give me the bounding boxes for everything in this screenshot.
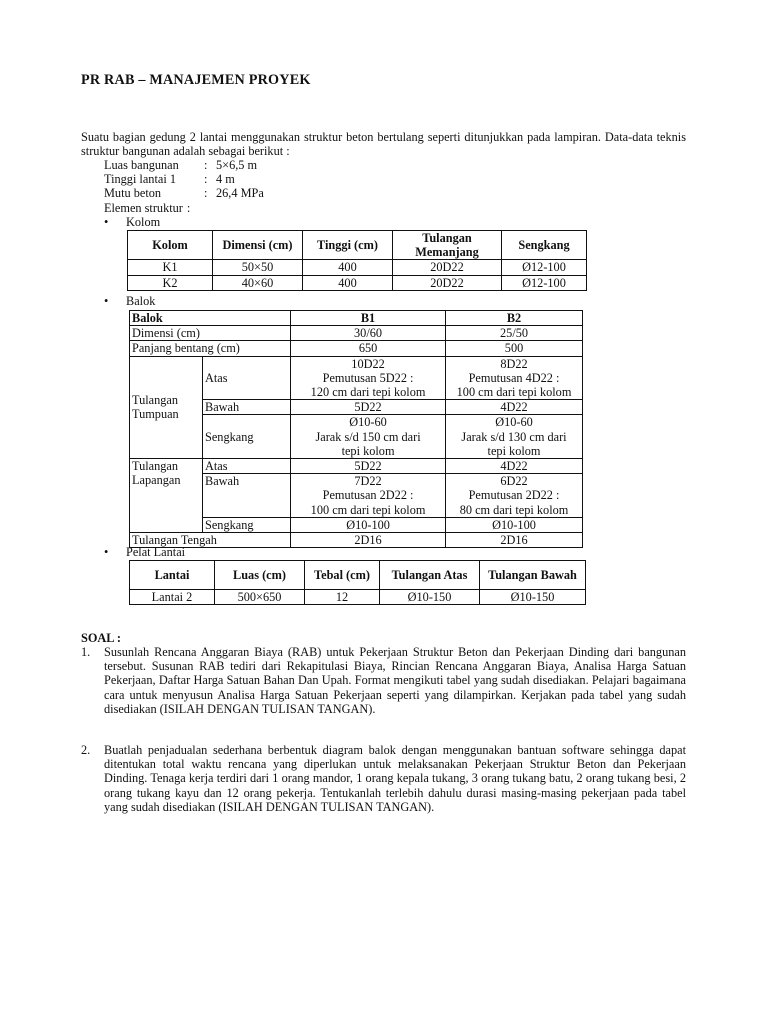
cell-line: Ø10-60 xyxy=(349,415,387,430)
table-cell: 50×50 xyxy=(213,260,303,275)
cell-line: 100 cm dari tepi kolom xyxy=(456,385,572,400)
cell-line: tepi kolom xyxy=(341,443,395,458)
row-label: Atas xyxy=(203,356,291,400)
spec-value: 26,4 MPa xyxy=(216,186,264,201)
table-cell xyxy=(446,356,583,400)
table-cell: 500 xyxy=(446,341,583,356)
cell-line: Pemutusan 2D22 : xyxy=(468,488,560,503)
question-item xyxy=(81,645,686,716)
spec-item xyxy=(104,201,264,215)
spec-label: Elemen struktur xyxy=(104,200,183,215)
table-cell: Ø12-100 xyxy=(502,275,587,290)
row-label: Bawah xyxy=(203,474,291,518)
table-cell: 5D22 xyxy=(291,459,446,474)
question-text: Susunlah Rencana Anggaran Biaya (RAB) untuk Pekerjaan Struktur Beton dan Pekerjaan Dinding dari bangunan tersebut. Susunan RAB tediri dari Rekapitulasi Biaya, Rincian Rencana Anggaran Biaya, Analisa Harga Satuan Pekerjaan, Daftar Harga Satuan Bahan Dan Upah. Format mengikuti tabel yang sudah disediakan. Pelajari bagaimana cara untuk menyusun Analisa Harga Satuan Pekerjaan seperti yang dilampirkan. Kerjakan pada tabel yang sudah disediakan (ISILAH DENGAN TULISAN TANGAN). xyxy=(104,645,686,716)
table-cell: Ø12-100 xyxy=(502,260,587,275)
table-row xyxy=(130,356,583,400)
spec-sep: : xyxy=(204,172,208,187)
question-number: 1. xyxy=(81,645,91,659)
table-cell: 500×650 xyxy=(215,590,305,605)
table-cell xyxy=(291,415,446,459)
table-header: Kolom xyxy=(128,231,213,260)
intro-paragraph: Suatu bagian gedung 2 lantai menggunakan struktur beton bertulang seperti ditunjukkan pada lampiran. Data-data teknis struktur bangunan adalah sebagai berikut : xyxy=(81,130,686,159)
table-cell: 20D22 xyxy=(393,260,502,275)
table-cell: 25/50 xyxy=(446,326,583,341)
bullet-dot: • xyxy=(104,215,109,229)
cell-line: Jarak s/d 150 cm dari xyxy=(315,429,421,444)
table-cell: Ø10-100 xyxy=(446,517,583,532)
table-row xyxy=(128,260,587,275)
bullet-label: Kolom xyxy=(126,215,161,229)
table-cell: Ø10-150 xyxy=(480,590,586,605)
spec-label: Mutu beton xyxy=(104,186,162,201)
cell-line: 7D22 xyxy=(354,474,382,489)
table-row xyxy=(130,459,583,474)
spec-value: 5×6,5 m xyxy=(216,158,258,172)
group-label-line: Lapangan xyxy=(132,473,181,488)
group-label-tumpuan xyxy=(130,356,203,458)
table-row xyxy=(130,590,586,605)
balok-table xyxy=(129,310,583,548)
table-cell: 30/60 xyxy=(291,326,446,341)
row-label: Dimensi (cm) xyxy=(130,326,291,341)
row-label: Bawah xyxy=(203,400,291,415)
question-item xyxy=(81,743,686,814)
cell-line: 100 cm dari tepi kolom xyxy=(310,502,426,517)
table-cell: 400 xyxy=(303,275,393,290)
table-header: Lantai xyxy=(130,561,215,590)
table-header-row xyxy=(128,231,587,260)
table-row xyxy=(130,341,583,356)
cell-line: 6D22 xyxy=(500,474,528,489)
table-cell: 4D22 xyxy=(446,459,583,474)
spec-label: Tinggi lantai 1 xyxy=(104,172,176,187)
table-cell: K1 xyxy=(128,260,213,275)
cell-line: Pemutusan 4D22 : xyxy=(468,370,560,385)
table-header: Balok xyxy=(130,311,291,326)
cell-line: Jarak s/d 130 cm dari xyxy=(461,429,567,444)
question-text: Buatlah penjadualan sederhana berbentuk diagram balok dengan menggunakan bantuan software sehingga dapat ditentukan total waktu rencana yang diperlukan untuk melaksanakan Pekerjaan Struktur Beton dan Pekerjaan Dinding. Tenaga kerja terdiri dari 1 orang mandor, 1 orang kepala tukang, 3 orang tukang batu, 2 orang tukang besi, 2 orang tukang kayu dan 12 orang pekerja. Tentukanlah terlebih dahulu durasi masing-masing pekerjaan pada tabel yang sudah disediakan (ISILAH DENGAN TULISAN TANGAN). xyxy=(104,743,686,814)
spec-item xyxy=(104,158,264,172)
cell-line: 8D22 xyxy=(500,356,528,371)
table-cell: 2D16 xyxy=(446,533,583,548)
row-label: Atas xyxy=(203,459,291,474)
table-cell: Ø10-100 xyxy=(291,517,446,532)
row-label: Sengkang xyxy=(203,415,291,459)
table-cell xyxy=(291,474,446,518)
table-row xyxy=(130,533,583,548)
document-title: PR RAB – MANAJEMEN PROYEK xyxy=(81,72,311,88)
spec-item xyxy=(104,186,264,200)
spec-sep: : xyxy=(204,186,208,201)
table-cell: 650 xyxy=(291,341,446,356)
pelat-table xyxy=(129,560,586,605)
bullet-dot: • xyxy=(104,294,109,308)
table-header-row xyxy=(130,561,586,590)
table-cell xyxy=(291,356,446,400)
row-label: Sengkang xyxy=(203,517,291,532)
table-cell: 5D22 xyxy=(291,400,446,415)
table-header: Tulangan Memanjang xyxy=(393,231,502,260)
table-cell: 12 xyxy=(305,590,380,605)
spec-list xyxy=(104,158,264,215)
table-header: Dimensi (cm) xyxy=(213,231,303,260)
row-label: Tulangan Tengah xyxy=(130,533,291,548)
table-header: Tebal (cm) xyxy=(305,561,380,590)
table-row xyxy=(128,275,587,290)
cell-line: 80 cm dari tepi kolom xyxy=(459,502,569,517)
spec-value: 4 m xyxy=(216,172,235,187)
table-row xyxy=(130,326,583,341)
bullet-pelat xyxy=(104,545,185,559)
table-cell: 20D22 xyxy=(393,275,502,290)
cell-line: Pemutusan 2D22 : xyxy=(322,488,414,503)
table-cell: Ø10-150 xyxy=(380,590,480,605)
table-header: Sengkang xyxy=(502,231,587,260)
bullet-dot: • xyxy=(104,545,109,559)
table-header: Tulangan Atas xyxy=(380,561,480,590)
group-label-line: Tulangan xyxy=(132,459,179,474)
table-header: Tinggi (cm) xyxy=(303,231,393,260)
table-cell xyxy=(446,415,583,459)
table-cell: Lantai 2 xyxy=(130,590,215,605)
table-cell: 40×60 xyxy=(213,275,303,290)
row-label: Panjang bentang (cm) xyxy=(130,341,291,356)
bullet-label: Balok xyxy=(126,294,156,308)
bullet-label: Pelat Lantai xyxy=(126,545,186,559)
group-label-line: Tulangan xyxy=(132,393,179,408)
table-cell xyxy=(446,474,583,518)
spec-label: Luas bangunan xyxy=(104,158,179,172)
kolom-table xyxy=(127,230,587,291)
table-header-row xyxy=(130,311,583,326)
cell-line: 120 cm dari tepi kolom xyxy=(310,385,426,400)
spec-sep: : xyxy=(204,158,208,172)
spec-sep: : xyxy=(186,200,191,215)
cell-line: Pemutusan 5D22 : xyxy=(322,370,414,385)
table-header: Tulangan Bawah xyxy=(480,561,586,590)
table-header: B2 xyxy=(446,311,583,326)
bullet-kolom xyxy=(104,215,160,229)
table-header: Luas (cm) xyxy=(215,561,305,590)
cell-line: tepi kolom xyxy=(487,443,541,458)
table-header: B1 xyxy=(291,311,446,326)
bullet-balok xyxy=(104,294,155,308)
question-number: 2. xyxy=(81,743,91,757)
group-label-line: Tumpuan xyxy=(132,407,179,422)
table-cell: 400 xyxy=(303,260,393,275)
spec-item xyxy=(104,172,264,186)
soal-heading: SOAL : xyxy=(81,631,121,645)
table-cell: 2D16 xyxy=(291,533,446,548)
cell-line: 10D22 xyxy=(351,356,385,371)
table-cell: K2 xyxy=(128,275,213,290)
table-cell: 4D22 xyxy=(446,400,583,415)
cell-line: Ø10-60 xyxy=(495,415,533,430)
group-label-lapangan xyxy=(130,459,203,533)
